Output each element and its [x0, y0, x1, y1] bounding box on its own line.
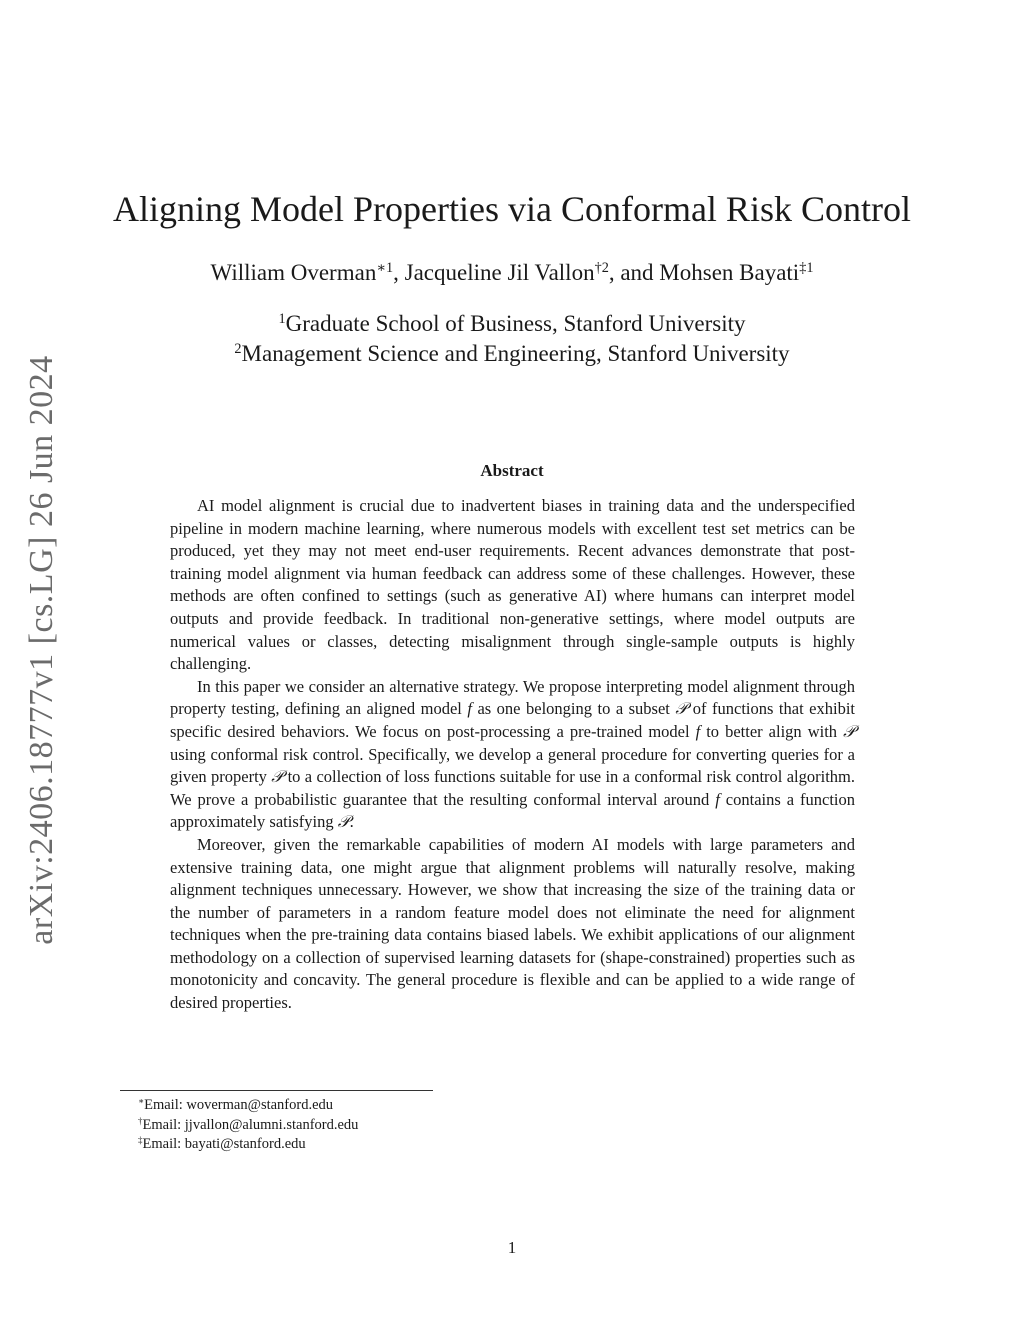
affiliation-mark: 1 [278, 311, 286, 328]
author-mark: †2 [594, 260, 609, 277]
footnote-text: Email: jjvallon@alumni.stanford.edu [142, 1116, 359, 1133]
footnote-mark: ∗ [138, 1096, 145, 1107]
abstract-body [170, 495, 855, 1015]
paper-title: Aligning Model Properties via Conformal Risk Control [113, 189, 911, 229]
math-symbol: 𝒫 [271, 767, 284, 787]
author-separator: , and [608, 260, 660, 285]
text-run: to better align with [700, 721, 844, 741]
math-symbol: f [715, 789, 720, 809]
page-number: 1 [507, 1238, 517, 1257]
arxiv-identifier-stamp: arXiv:2406.18777v1 [cs.LG] 26 Jun 2024 [23, 355, 60, 945]
author-separator: , [393, 260, 405, 285]
author-mark: ∗1 [376, 260, 394, 277]
footnote-mark: † [138, 1115, 143, 1126]
author-mark: ‡1 [799, 260, 814, 277]
footnotes [138, 1096, 358, 1155]
abstract-paragraph: Moreover, given the remarkable capabilities of modern AI models with large parameters and extensive training data, one might argue that alignment problems will naturally resolve, making alignment techniques unnecessary. However, we show that increasing the size of the training data or the number of parameters in a random feature model does not eliminate the need for alignment techniques when the pre-training data contains biased labels. We exhibit applications of our alignment methodology on a collection of supervised learning datasets for (shape-constrained) properties such as monotonicity and concavity. The general procedure is flexible and can be applied to a wide range of desired properties. [170, 834, 855, 1013]
affiliation-text: Management Science and Engineering, Stanford University [241, 341, 790, 366]
abstract-paragraph [170, 676, 855, 834]
author-name: William Overman [210, 260, 377, 285]
footnote [138, 1096, 358, 1116]
text-run: of functions that exhibit specific desired behaviors. We focus on post-processing a pre-trained model [170, 699, 855, 741]
affiliation-mark: 2 [234, 341, 242, 358]
text-run: In this paper we consider an alternative strategy. We propose interpreting model alignment through property testing, defining an aligned model [170, 676, 855, 719]
text-run: using conformal risk control. Specifically, we develop a general procedure for converting queries for a given property [170, 744, 855, 787]
footnote [138, 1116, 358, 1136]
abstract-paragraph: AI model alignment is crucial due to inadvertent biases in training data and the underspecified pipeline in modern machine learning, where numerous models with excellent test set metrics can be produced, yet they may not meet end-user requirements. Recent advances demonstrate that post-training model alignment via human feedback can address some of these challenges. However, these methods are often confined to settings (such as generative AI) where humans can interpret model outputs and provide feedback. In traditional non-generative settings, where model outputs are numerical values or classes, detecting misalignment through single-sample outputs is highly challenging. [170, 496, 855, 674]
affiliation [0, 341, 1024, 367]
abstract-heading: Abstract [480, 461, 544, 480]
affiliation-text: Graduate School of Business, Stanford University [285, 311, 746, 336]
math-symbol: 𝒫 [675, 699, 688, 719]
text-run: as one belonging to a subset [471, 699, 676, 719]
footnote-divider [120, 1090, 433, 1091]
footnote [138, 1135, 358, 1155]
affiliation [0, 311, 1024, 337]
footnote-mark: ‡ [138, 1135, 143, 1146]
text-run: to a collection of loss functions suitable for use in a conformal risk control algorithm. We prove a probabilistic guarantee that the resulting conformal interval around [170, 767, 856, 809]
author-list [0, 260, 1024, 286]
math-symbol: 𝒫 [337, 812, 350, 832]
author-name: Mohsen Bayati [659, 260, 800, 285]
text-run: contains a function approximately satisfying [170, 789, 856, 832]
math-symbol: f [695, 721, 701, 741]
footnote-text: Email: bayati@stanford.edu [142, 1136, 306, 1152]
math-symbol: f [467, 699, 472, 719]
author-name: Jacqueline Jil Vallon [404, 260, 595, 285]
text-run: . [349, 812, 354, 832]
math-symbol: 𝒫 [843, 721, 855, 741]
footnote-text: Email: woverman@stanford.edu [144, 1097, 334, 1113]
